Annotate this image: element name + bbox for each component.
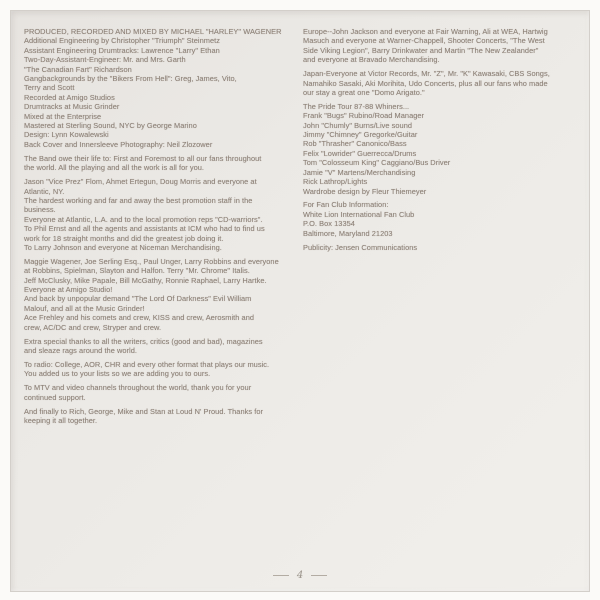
text-line: The hardest working and far and away the best promotion staff in the xyxy=(24,195,253,205)
text-line: Publicity: Jensen Communications xyxy=(303,242,418,252)
footer-rule-right xyxy=(311,575,327,576)
text-line: business. xyxy=(24,205,56,215)
paragraph xyxy=(24,154,300,173)
text-line: Two-Day-Assistant-Engineer: Mr. and Mrs. Garth xyxy=(24,55,186,65)
text-line: Maggie Wagener, Joe Serling Esq., Paul Unger, Larry Robbins and everyone xyxy=(24,256,279,266)
text-line: continued support. xyxy=(24,392,86,402)
text-line: Gangbackgrounds by the "Bikers From Hell": Greg, James, Vito, xyxy=(24,74,237,84)
text-line: PRODUCED, RECORDED AND MIXED BY MICHAEL "HARLEY" WAGENER xyxy=(24,27,282,36)
text-line: Ace Frehley and his comets and crew, KISS and crew, Aerosmith and xyxy=(24,313,255,323)
text-line: To MTV and video channels throughout the world, thank you for your xyxy=(24,383,252,393)
text-line: Jeff McClusky, Mike Papale, Bill McGathy, Ronnie Raphael, Larry Hartke. xyxy=(24,275,267,285)
paragraph xyxy=(24,360,300,379)
text-line: Design: Lynn Kowalewski xyxy=(24,130,109,140)
paragraph xyxy=(24,177,300,252)
text-line: And finally to Rich, George, Mike and Stan at Loud N' Proud. Thanks for xyxy=(24,406,263,416)
paragraph xyxy=(24,383,300,402)
text-line: The Band owe their life to: First and Foremost to all our fans throughout xyxy=(24,153,262,163)
text-line: Everyone at Amigo Studio! xyxy=(24,285,113,295)
text-line: And back by unpopular demand "The Lord Of Darkness" Evil William xyxy=(24,294,252,304)
text-line: Frank "Bugs" Rubino/Road Manager xyxy=(303,111,425,121)
credits-left-column xyxy=(24,27,300,430)
text-line: P.O. Box 13354 xyxy=(303,219,355,229)
text-line: Atlantic, NY. xyxy=(24,186,65,196)
text-line: Everyone at Atlantic, L.A. and to the local promotion reps "CD-warriors". xyxy=(24,214,263,224)
text-line: Drumtracks at Music Grinder xyxy=(24,102,120,112)
text-line: You added us to your lists so we are adding you to ours. xyxy=(24,369,211,379)
paragraph xyxy=(24,337,300,356)
text-line: Back Cover and Innersleeve Photography: Neil Zlozower xyxy=(24,139,213,149)
credits-right-column xyxy=(303,27,581,256)
text-line: the world. All the playing and all the work is all for you. xyxy=(24,163,205,173)
text-line: Rick Lathrop/Lights xyxy=(303,177,368,187)
text-line: Extra special thanks to all the writers, critics (good and bad), magazines xyxy=(24,336,263,346)
text-line: To Larry Johnson and everyone at Niceman Merchandising. xyxy=(24,242,222,252)
text-line: Baltimore, Maryland 21203 xyxy=(303,228,393,238)
liner-notes-page xyxy=(10,10,590,592)
text-line: White Lion International Fan Club xyxy=(303,209,415,219)
text-line: Tom "Colosseum King" Caggiano/Bus Driver xyxy=(303,158,451,168)
paragraph xyxy=(303,69,581,97)
text-line: To radio: College, AOR, CHR and every other format that plays our music. xyxy=(24,359,270,369)
text-line: work for 18 straight months and did the greatest job doing it. xyxy=(24,233,224,243)
paragraph xyxy=(24,407,300,426)
text-line: Masuch and everyone at Warner-Chappell, Shooter Concerts, "The West xyxy=(303,36,545,46)
text-line: Europe--John Jackson and everyone at Fair Warning, Ali at WEA, Hartwig xyxy=(303,27,548,36)
text-line: For Fan Club Information: xyxy=(303,200,389,210)
text-line: Jason "Vice Prez" Flom, Ahmet Ertegun, Doug Morris and everyone at xyxy=(24,177,257,187)
text-line: our stay a great one "Domo Arigato." xyxy=(303,87,425,97)
text-line: Rob "Thrasher" Canonico/Bass xyxy=(303,139,407,149)
text-line: Japan-Everyone at Victor Records, Mr. "Z", Mr. "K" Kawasaki, CBS Songs, xyxy=(303,69,550,79)
text-line: Namahiko Sasaki, Aki Morihita, Udo Concerts, plus all our fans who made xyxy=(303,78,548,88)
text-line: keeping it all together. xyxy=(24,415,98,425)
text-line: at Robbins, Spielman, Slayton and Halfon. Terry "Mr. Chrome" Italis. xyxy=(24,266,250,276)
text-line: crew, AC/DC and crew, Stryper and crew. xyxy=(24,322,162,332)
text-line: John "Chumly" Burns/Live sound xyxy=(303,120,413,130)
text-line: Mixed at the Enterprise xyxy=(24,111,102,121)
text-line: and sleaze rags around the world. xyxy=(24,346,137,355)
page-footer xyxy=(11,567,589,585)
paragraph xyxy=(303,243,581,252)
text-line: Side Viking Legion", Barry Drinkwater and Martin "The New Zealander" xyxy=(303,45,539,55)
text-line: Felix "Lowrider" Guerrecca/Drums xyxy=(303,148,417,158)
paragraph xyxy=(24,257,300,332)
text-line: Jamie "V" Martens/Merchandising xyxy=(303,167,416,177)
text-line: The Pride Tour 87-88 Whiners... xyxy=(303,101,410,111)
text-line: Jimmy "Chimney" Gregorke/Guitar xyxy=(303,130,418,140)
text-line: "The Canadian Fart" Richardson xyxy=(24,64,132,74)
text-line: Wardrobe design by Fleur Thiemeyer xyxy=(303,186,427,196)
text-line: and everyone at Bravado Merchandising. xyxy=(303,55,440,65)
text-line: To Phil Ernst and all the agents and assistants at ICM who had to find us xyxy=(24,224,265,234)
paragraph xyxy=(24,27,300,149)
text-line: Additional Engineering by Christopher "Triumph" Steinmetz xyxy=(24,36,220,46)
paragraph xyxy=(303,102,581,196)
text-line: Malouf, and all at the Music Grinder! xyxy=(24,303,145,313)
footer-rule-left xyxy=(273,575,289,576)
text-line: Assistant Engineering Drumtracks: Lawrence "Larry" Ethan xyxy=(24,45,220,55)
text-line: Recorded at Amigo Studios xyxy=(24,92,115,102)
paragraph xyxy=(303,200,581,238)
text-line: Terry and Scott xyxy=(24,83,75,93)
text-line: Mastered at Sterling Sound, NYC by George Marino xyxy=(24,121,197,131)
page-number: 4 xyxy=(296,569,304,581)
paragraph xyxy=(303,27,581,65)
